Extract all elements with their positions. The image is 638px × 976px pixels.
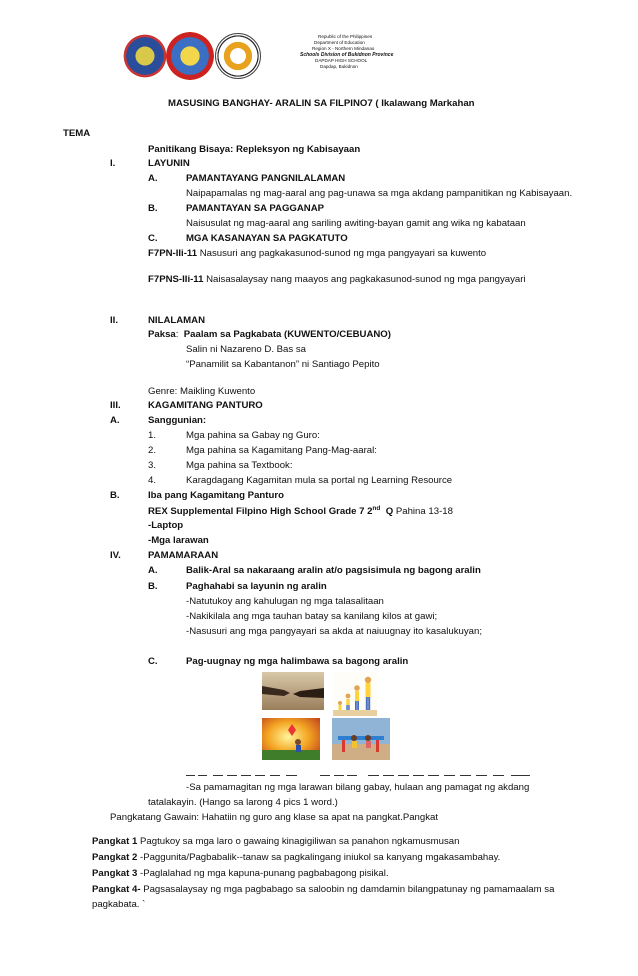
- instruction-line: -Sa pamamagitan ng mga larawan bilang gabay, hulaan ang pamagat ng akdang: [186, 782, 530, 793]
- pangkatang-gawain: Pangkatang Gawain: Hahatiin ng guro ang klase sa apat na pangkat.Pangkat: [110, 812, 439, 823]
- item-letter: A.: [110, 415, 120, 426]
- pangkat-item: [92, 836, 459, 847]
- section-number: III.: [110, 400, 121, 411]
- competency-text: Naisasalaysay nang maayos ang pagkakasunod-sunod ng mga pangyayari: [206, 274, 526, 285]
- item-letter: C.: [148, 233, 158, 244]
- pangkat-item: [92, 884, 554, 895]
- objective-item: -Natutukoy ang kahulugan ng mga talasalitaan: [186, 596, 384, 607]
- section-number: IV.: [110, 550, 121, 561]
- material-larawan: -Mga larawan: [148, 535, 209, 546]
- step-heading: Balik-Aral sa nakaraang aralin at/o pagsisimula ng bagong aralin: [186, 565, 481, 576]
- subheading: PAMANTAYANG PANGNILALAMAN: [186, 173, 346, 184]
- header-line: DAPDAP HIGH SCHOOL: [315, 58, 368, 63]
- rex-line: [148, 505, 453, 517]
- pangkat-label: Pangkat 4-: [92, 884, 141, 895]
- list-item: Mga pahina sa Kagamitang Pang-Mag-aaral:: [186, 445, 377, 456]
- competency-code: F7PN-IIi-11: [148, 248, 198, 259]
- list-number: 3.: [148, 460, 157, 471]
- list-item: Karagdagang Kagamitan mula sa portal ng Learning Resource: [186, 475, 453, 486]
- item-letter: B.: [148, 581, 158, 592]
- paksa-line: Paksa: Paalam sa Pagkabata (KUWENTO/CEBUANO): [148, 329, 391, 340]
- item-letter: B.: [148, 203, 158, 214]
- item-letter: B.: [110, 490, 120, 501]
- pangkat-text: Pagsasalaysay ng mga pagbabago sa saloobin ng damdamin bilangpatunay ng pamamaalam sa: [140, 884, 555, 895]
- salin-text: Salin ni Nazareno D. Bas sa: [186, 344, 306, 355]
- rex-title: REX Supplemental Filpino High School Grade 7 2: [148, 506, 373, 518]
- genre-text: Genre: Maikling Kuwento: [148, 386, 256, 397]
- division-seal-logo: [215, 33, 261, 79]
- item-letter: A.: [148, 565, 158, 576]
- subheading-text: Naipapamalas ng mag-aaral ang pag-unawa sa mga akdang pampanitikan ng Kabisayaan.: [186, 188, 573, 199]
- subheading-text: Naisusulat ng mag-aaral ang sariling awiting-bayan gamit ang wika ng kabataan: [186, 218, 526, 229]
- header-line: Republic of the Philippines: [318, 34, 373, 39]
- pangkat-label: Pangkat 2: [92, 852, 138, 863]
- boy-kite-image: [262, 718, 320, 760]
- pamagat-text: “Panamilit sa Kabantanon” ni Santiago Pepito: [186, 359, 380, 370]
- step-heading: Paghahabi sa layunin ng aralin: [186, 581, 327, 592]
- list-number: 1.: [148, 430, 157, 441]
- competency-text: Nasusuri ang pagkakasunod-sunod ng mga pangyayari sa kuwento: [199, 248, 487, 259]
- header-line: Dapdap, Bukidnon: [320, 64, 358, 69]
- nilalaman-heading: NILALAMAN: [148, 315, 206, 326]
- competency-line: [148, 274, 526, 285]
- tema-value: Panitikang Bisaya: Repleksyon ng Kabisayaan: [148, 144, 361, 155]
- rex-pages: Pahina 13-18: [395, 506, 453, 518]
- step-heading: Pag-uugnay ng mga halimbawa sa bagong aralin: [186, 656, 409, 667]
- header-line: Schools Division of Bukidnon Province: [300, 52, 394, 58]
- growing-up-kids-image: [333, 672, 377, 716]
- rex-sup: nd: [372, 505, 381, 512]
- layunin-heading: LAYUNIN: [148, 158, 190, 169]
- pangkat-label: Pangkat 1: [92, 836, 138, 847]
- pangkat-text: -Paglalahad ng mga kapuna-punang pagbabagong pisikal.: [137, 868, 389, 879]
- section-number: I.: [110, 158, 116, 169]
- deped-seal-logo: [123, 34, 167, 78]
- playground-image: [332, 718, 390, 760]
- list-item: Mga pahina sa Textbook:: [186, 460, 293, 471]
- school-seal-logo: [166, 32, 214, 80]
- subheading: PAMANTAYAN SA PAGGANAP: [186, 203, 325, 214]
- item-letter: C.: [148, 656, 158, 667]
- kagamitan-heading: KAGAMITANG PANTURO: [148, 400, 263, 411]
- pangkat-item: [92, 852, 500, 863]
- paksa-value: Paalam sa Pagkabata (KUWENTO/CEBUANO): [183, 329, 391, 340]
- subheading: MGA KASANAYAN SA PAGKATUTO: [186, 233, 348, 244]
- document-title: MASUSING BANGHAY- ARALIN SA FILPINO7 ( Ikalawang Markahan: [168, 98, 475, 109]
- item-letter: A.: [148, 173, 158, 184]
- section-number: II.: [110, 315, 118, 326]
- tema-label: TEMA: [63, 128, 91, 139]
- pamamaraan-heading: PAMAMARAAN: [148, 550, 219, 561]
- pangkat-label: Pangkat 3: [92, 868, 138, 879]
- hands-reaching-image: [262, 672, 324, 710]
- pangkat-text: Pagtukoy sa mga laro o gawaing kinagigiliwan sa panahon ngkamusmusan: [137, 836, 460, 847]
- list-number: 4.: [148, 475, 157, 486]
- pangkat-text: -Paggunita/Pagbabalik--tanaw sa pagkalingang iniukol sa kanyang mgakasambahay.: [137, 852, 501, 863]
- list-item: Mga pahina sa Gabay ng Guro:: [186, 430, 320, 441]
- iba-heading: Iba pang Kagamitang Panturo: [148, 490, 284, 501]
- header-line: Region X - Northern Mindanao: [312, 46, 375, 51]
- rex-q: Q: [385, 506, 394, 518]
- paksa-label: Paksa: [148, 329, 176, 340]
- list-number: 2.: [148, 445, 157, 456]
- material-laptop: -Laptop: [148, 520, 184, 531]
- sanggunian-heading: Sanggunian:: [148, 415, 207, 426]
- objective-item: -Nasusuri ang mga pangyayari sa akda at naiuugnay ito kasalukuyan;: [186, 626, 482, 637]
- competency-line: [148, 248, 486, 259]
- competency-code: F7PNS-IIi-11: [148, 274, 204, 285]
- instruction-line: tatalakayin. (Hango sa larong 4 pics 1 word.): [148, 797, 338, 808]
- pangkat-item: [92, 868, 389, 879]
- objective-item: -Nakikilala ang mga tauhan batay sa kanilang kilos at gawi;: [186, 611, 438, 622]
- pangkat-tail: pagkabata. `: [92, 899, 146, 910]
- header-line: Department of Education: [314, 40, 365, 45]
